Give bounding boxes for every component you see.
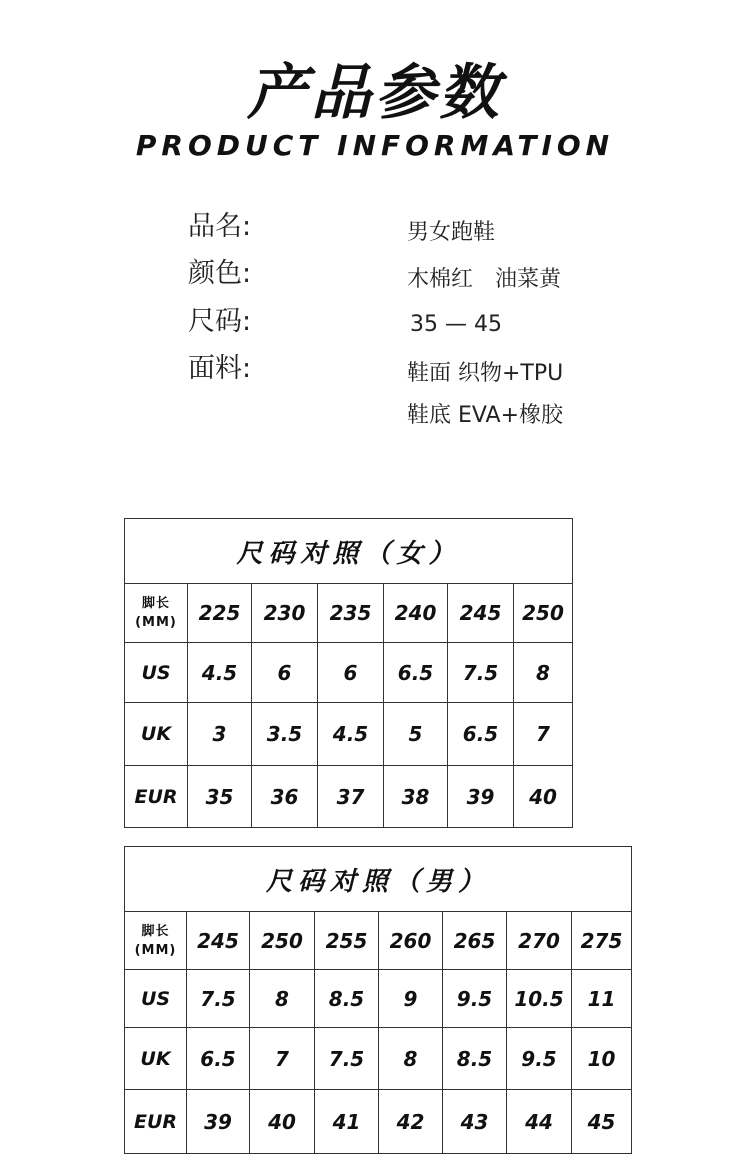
info-value-color: 木棉红 油菜黄 [407,267,562,292]
size-cell: 40 [250,1090,315,1154]
mm-cell: 235 [318,584,384,643]
info-label-color: 颜色: [188,258,252,289]
mm-cell: 255 [315,912,379,970]
info-value-name: 男女跑鞋 [407,220,496,245]
size-cell: 35 [188,766,252,828]
size-cell: 6 [252,643,318,703]
table-row [125,703,573,766]
info-value-size: 35 — 45 [410,312,502,337]
men-table-title: 尺码对照（男） [125,847,632,912]
foot-length-header [125,912,187,970]
size-cell: 3 [188,703,252,766]
product-info [0,0,750,450]
size-cell: 4.5 [188,643,252,703]
size-cell: 38 [384,766,448,828]
table-row [125,643,573,703]
size-cell: 10 [572,1028,632,1090]
size-cell: 8 [514,643,573,703]
size-cell: 39 [448,766,514,828]
mm-cell: 225 [188,584,252,643]
size-cell: 10.5 [507,970,572,1028]
mm-cell: 245 [187,912,250,970]
size-cell: 4.5 [318,703,384,766]
mm-cell: 260 [379,912,443,970]
size-cell: 5 [384,703,448,766]
foot-length-header [125,584,188,643]
page-title: 产品参数 [247,58,503,128]
foot-length-label: 脚长 [141,923,170,939]
women-size-table [124,518,573,828]
mm-cell: 250 [514,584,573,643]
foot-length-label: 脚长 [141,596,170,611]
size-cell: 43 [443,1090,507,1154]
table-row [125,970,632,1028]
page-subtitle: PRODUCT INFORMATION [135,129,615,162]
row-label-eur: EUR [125,1090,187,1154]
size-cell: 45 [572,1090,632,1154]
size-cell: 7.5 [315,1028,379,1090]
size-cell: 9.5 [507,1028,572,1090]
size-cell: 6.5 [448,703,514,766]
info-label-material: 面料: [188,353,252,384]
size-cell: 8 [379,1028,443,1090]
info-value-sole: 鞋底 EVA+橡胶 [407,403,564,428]
women-table-title: 尺码对照（女） [125,519,573,584]
size-cell: 7.5 [448,643,514,703]
size-cell: 6.5 [384,643,448,703]
size-cell: 8 [250,970,315,1028]
table-row [125,766,573,828]
row-label-uk: UK [125,1028,187,1090]
row-label-us: US [125,643,188,703]
size-cell: 42 [379,1090,443,1154]
size-cell: 11 [572,970,632,1028]
mm-cell: 250 [250,912,315,970]
size-cell: 44 [507,1090,572,1154]
size-cell: 9.5 [443,970,507,1028]
row-label-uk: UK [125,703,188,766]
foot-length-unit: (MM) [135,615,177,630]
size-cell: 39 [187,1090,250,1154]
table-row [125,1028,632,1090]
row-label-us: US [125,970,187,1028]
info-label-size: 尺码: [188,306,252,337]
size-cell: 40 [514,766,573,828]
mm-cell: 245 [448,584,514,643]
mm-cell: 240 [384,584,448,643]
size-cell: 36 [252,766,318,828]
mm-cell: 230 [252,584,318,643]
mm-cell: 270 [507,912,572,970]
size-cell: 8.5 [443,1028,507,1090]
size-cell: 3.5 [252,703,318,766]
size-cell: 7.5 [187,970,250,1028]
size-cell: 6.5 [187,1028,250,1090]
mm-cell: 265 [443,912,507,970]
foot-length-unit: (MM) [134,942,177,958]
size-cell: 7 [514,703,573,766]
row-label-eur: EUR [125,766,188,828]
size-cell: 41 [315,1090,379,1154]
size-cell: 9 [379,970,443,1028]
size-cell: 8.5 [315,970,379,1028]
mm-cell: 275 [572,912,632,970]
info-label-name: 品名: [188,211,252,242]
size-cell: 6 [318,643,384,703]
info-value-upper: 鞋面 织物+TPU [407,361,564,386]
men-size-table [124,846,632,1154]
table-row [125,1090,632,1154]
size-cell: 37 [318,766,384,828]
size-cell: 7 [250,1028,315,1090]
